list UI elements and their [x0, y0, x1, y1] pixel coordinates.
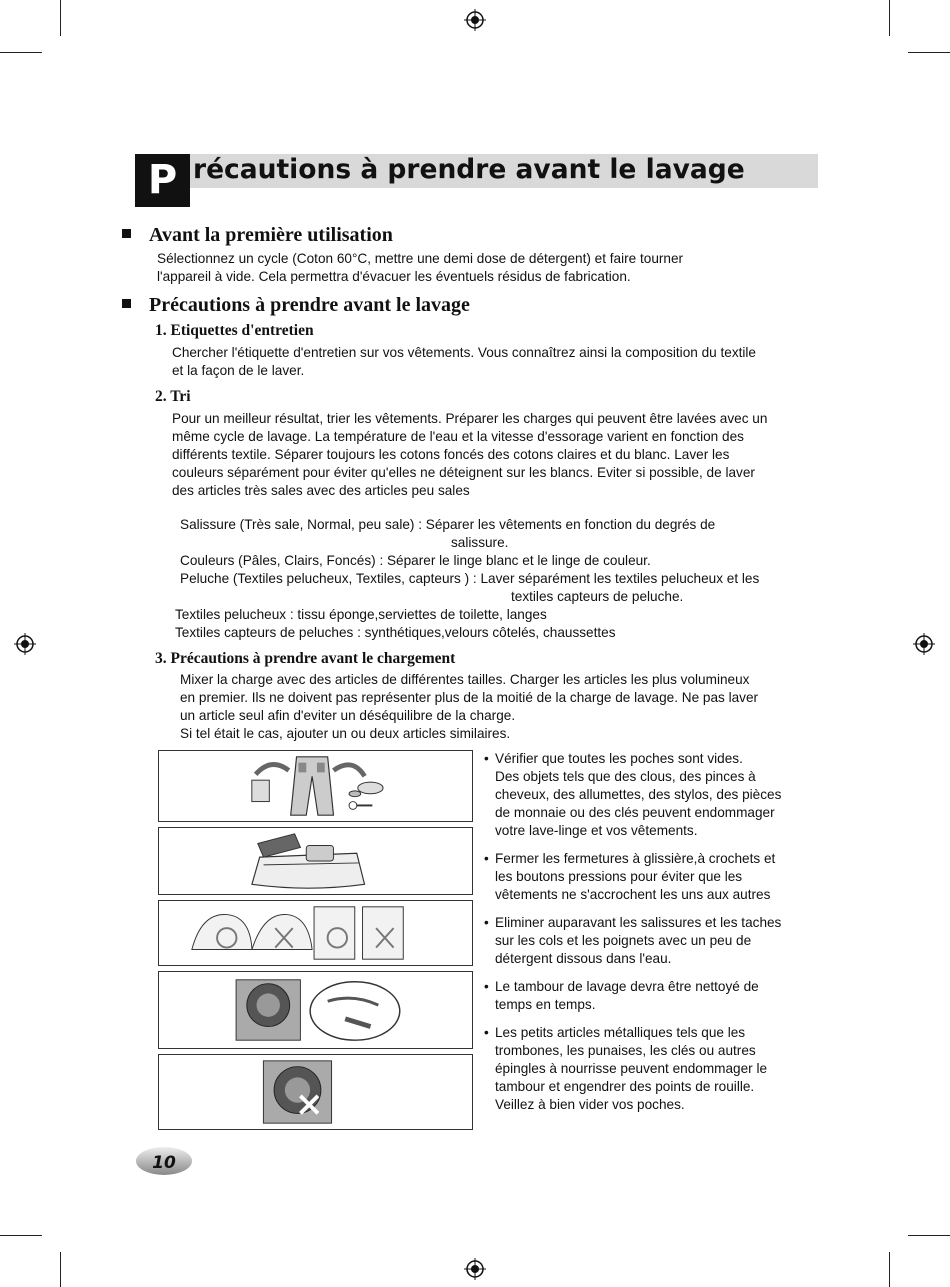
page-number: 10 [152, 1153, 176, 1173]
bullet-line: détergent dissous dans l'eau. [495, 951, 672, 966]
illustration-pretreat-stains [158, 900, 473, 966]
sort-line: Couleurs (Pâles, Clairs, Foncés) : Séparer le linge blanc et le linge de couleur. [180, 553, 651, 568]
bullet-item: • Les petits articles métalliques tels que les [484, 1025, 746, 1040]
bullet-line: les boutons pressions pour éviter que les [495, 869, 743, 884]
paragraph-line: et la façon de le laver. [172, 363, 305, 378]
registration-mark-icon [464, 9, 486, 31]
paragraph-line: Chercher l'étiquette d'entretien sur vos vêtements. Vous connaîtrez ainsi la composition du textile [172, 345, 756, 360]
paragraph-line: un article seul afin d'eviter un déséquilibre de la charge. [180, 708, 516, 723]
crop-mark [908, 1235, 950, 1236]
paragraph-line: même cycle de lavage. La température de l'eau et la vitesse d'essorage varient en fonction des [172, 429, 744, 444]
paragraph-line: des articles très sales avec des articles peu sales [172, 483, 470, 498]
bullet-line: Des objets tels que des clous, des pinces à [495, 769, 756, 784]
title-initial: P [135, 154, 190, 207]
section-heading: Avant la première utilisation [122, 224, 393, 247]
sort-line: Peluche (Textiles pelucheux, Textiles, capteurs ) : Laver séparément les textiles pelucheux et les [180, 571, 760, 586]
subsection-heading: 3. Précautions à prendre avant le chargement [155, 650, 456, 667]
paragraph-line: Sélectionnez un cycle (Coton 60°C, mettre une demi dose de détergent) et faire tourner [157, 251, 684, 266]
subsection-heading: 2. Tri [155, 388, 191, 405]
registration-mark-icon [464, 1258, 486, 1280]
crop-mark [0, 1235, 42, 1236]
crop-mark [889, 0, 890, 36]
sort-line: textiles capteurs de peluche. [511, 589, 684, 604]
paragraph-line: en premier. Ils ne doivent pas représenter plus de la moitié de la charge de lavage. Ne pas laver [180, 690, 759, 705]
bullet-line: temps en temps. [495, 997, 596, 1012]
crop-mark [889, 1252, 890, 1287]
drum-rust-icon [159, 1055, 472, 1129]
bullet-line: tambour et engendrer des points de rouille. [495, 1079, 755, 1094]
bullet-line: trombones, les punaises, les clés ou autres [495, 1043, 756, 1058]
page-title: récautions à prendre avant le lavage [193, 154, 745, 185]
registration-mark-icon [913, 633, 935, 655]
paragraph-line: couleurs séparément pour éviter qu'elles ne déteignent sur les blancs. Eviter si possible, de laver [172, 465, 755, 480]
paragraph-line: l'appareil à vide. Cela permettra d'évacuer les éventuels résidus de fabrication. [157, 269, 631, 284]
drum-cleaning-icon [159, 972, 472, 1048]
bullet-item: • Le tambour de lavage devra être nettoyé de [484, 979, 759, 994]
subsection-heading: 1. Etiquettes d'entretien [155, 322, 314, 339]
section-heading: Précautions à prendre avant le lavage [122, 294, 470, 317]
trousers-pockets-icon [159, 751, 472, 821]
bullet-line: épingles à nourrisse peuvent endommager le [495, 1061, 768, 1076]
paragraph-line: Pour un meilleur résultat, trier les vêtements. Préparer les charges qui peuvent être lavées avec un [172, 411, 768, 426]
paragraph-line: différents textile. Séparer toujours les cotons foncés des cotons claires et du blanc. Laver les [172, 447, 730, 462]
crop-mark [60, 0, 61, 36]
sort-line: salissure. [451, 535, 509, 550]
illustration-clean-drum [158, 971, 473, 1049]
bullet-item: • Vérifier que toutes les poches sont vides. [484, 751, 743, 766]
crop-mark [908, 52, 950, 53]
bullet-item: • Eliminer auparavant les salissures et les taches [484, 915, 782, 930]
sort-line: Textiles pelucheux : tissu éponge,serviettes de toilette, langes [175, 607, 547, 622]
bullet-line: Veillez à bien vider vos poches. [495, 1097, 685, 1112]
paragraph-line: Si tel était le cas, ajouter un ou deux articles similaires. [180, 726, 511, 741]
illustration-empty-pockets [158, 750, 473, 822]
crop-mark [60, 1252, 61, 1287]
illustration-metal-items [158, 1054, 473, 1130]
registration-mark-icon [14, 633, 36, 655]
crop-mark [0, 52, 42, 53]
zipper-hand-icon [159, 828, 472, 894]
bullet-item: • Fermer les fermetures à glissière,à crochets et [484, 851, 776, 866]
bullet-line: votre lave-linge et vos vêtements. [495, 823, 698, 838]
bullet-line: de monnaie ou des clés peuvent endommager [495, 805, 775, 820]
bullet-line: vêtements ne s'accrochent les uns aux autres [495, 887, 771, 902]
sort-line: Textiles capteurs de peluches : synthétiques,velours côtelés, chaussettes [175, 625, 616, 640]
collars-cuffs-icon [159, 901, 472, 965]
illustration-close-zippers [158, 827, 473, 895]
sort-line: Salissure (Très sale, Normal, peu sale) : Séparer les vêtements en fonction du degrés de [180, 517, 716, 532]
bullet-line: cheveux, des allumettes, des stylos, des pièces [495, 787, 782, 802]
paragraph-line: Mixer la charge avec des articles de différentes tailles. Charger les articles les plus volumineux [180, 672, 750, 687]
page-number-badge [128, 1143, 194, 1179]
bullet-line: sur les cols et les poignets avec un peu de [495, 933, 752, 948]
